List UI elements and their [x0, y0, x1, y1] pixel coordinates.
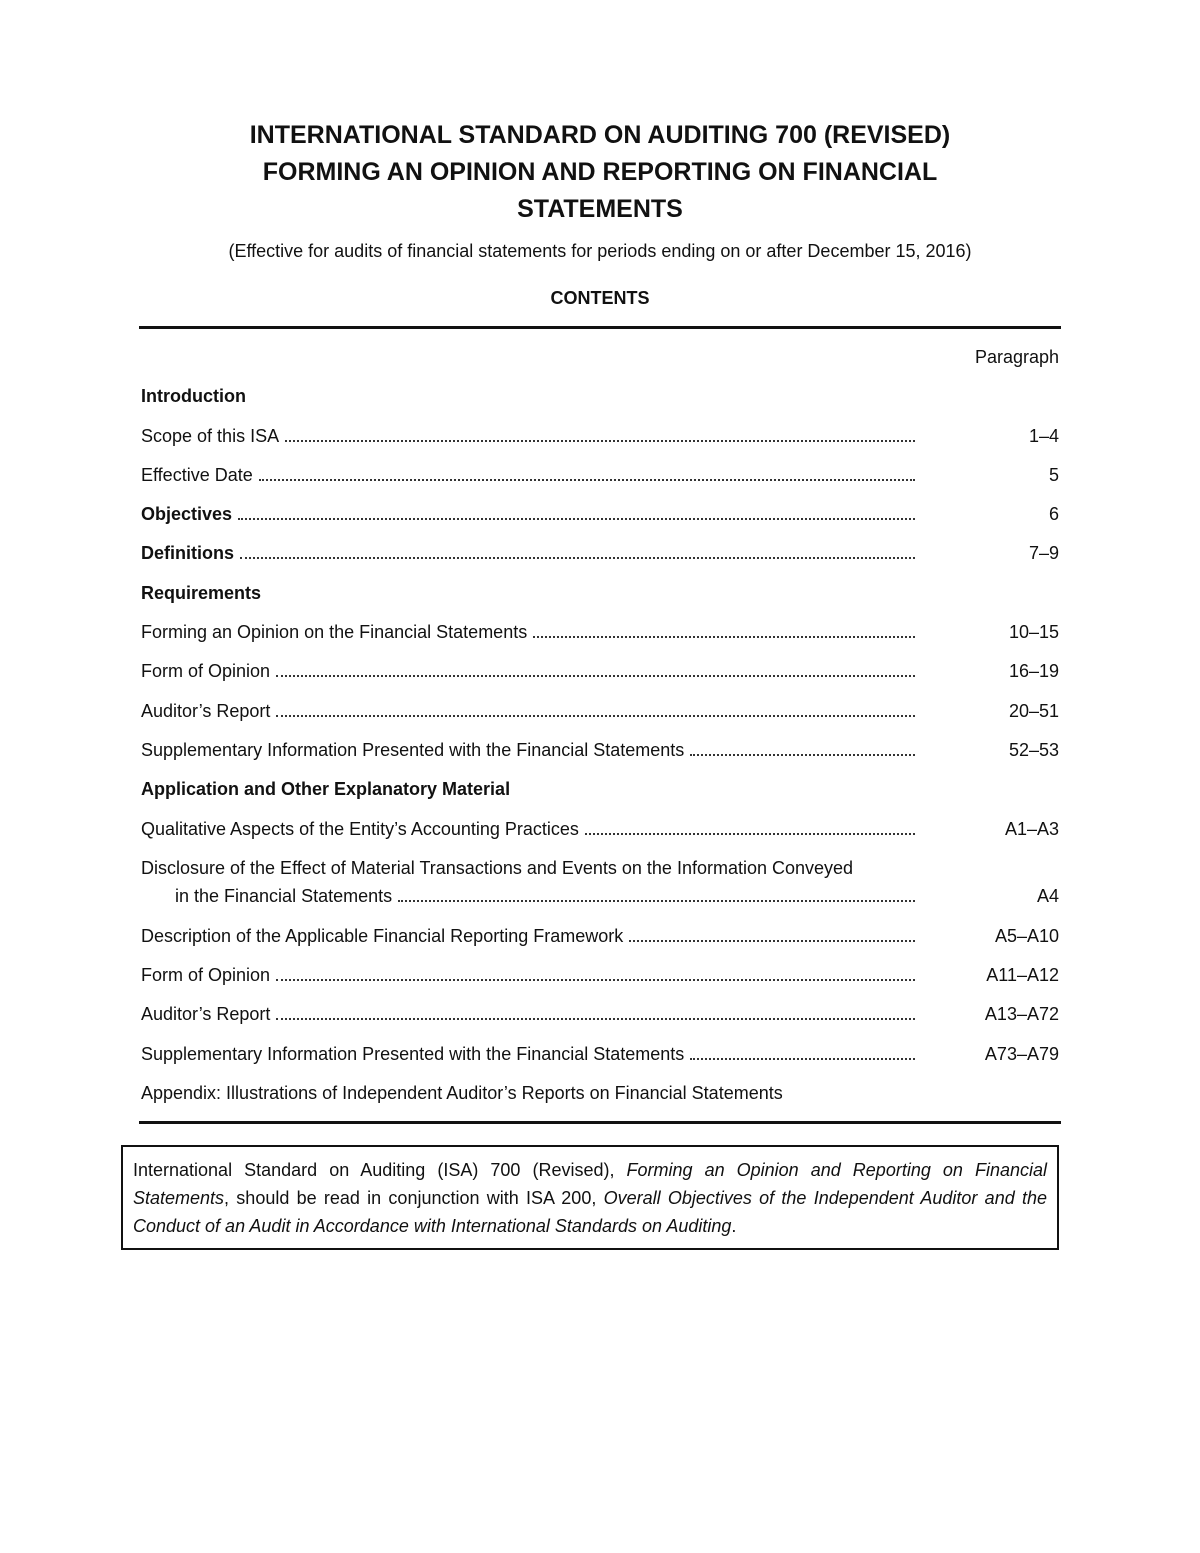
toc-entry-label: Supplementary Information Presented with the Financial Statements [141, 739, 685, 760]
dot-leader [585, 833, 915, 835]
toc-entry-label: Definitions [141, 543, 234, 564]
effective-date-note: (Effective for audits of financial statements for periods ending on or after December 15, 2016) [228, 241, 972, 261]
toc-section-requirements: Requirements [141, 582, 262, 603]
contents-heading: CONTENTS [550, 288, 650, 308]
dot-leader [276, 715, 915, 717]
document-title [0, 117, 1200, 228]
dot-leader [276, 1018, 915, 1020]
title-line-2: FORMING AN OPINION AND REPORTING ON FINANCIAL [262, 158, 938, 186]
toc-entry-paragraph: 16–19 [1008, 661, 1059, 682]
toc-entry-qualitative[interactable] [141, 817, 1059, 856]
toc-entry-supplementary[interactable] [141, 738, 1059, 777]
toc-entry-label: Form of Opinion [141, 965, 271, 986]
toc-entry-label: Form of Opinion [141, 661, 271, 682]
toc-entry-label-line-1: Disclosure of the Effect of Material Transactions and Events on the Information Conveyed [141, 857, 854, 878]
notice-title-isa-700: Forming an Opinion and Reporting on Financial Statements [133, 1160, 1047, 1208]
notice-text-3: . [731, 1216, 737, 1236]
toc-entry-effective-date[interactable] [141, 463, 1059, 502]
toc-entry-paragraph: 10–15 [1008, 622, 1059, 643]
toc-entry-paragraph: A73–A79 [984, 1043, 1059, 1064]
notice-text-2: , should be read in conjunction with ISA 200, [224, 1188, 604, 1208]
toc-entry-supplementary-application[interactable] [141, 1042, 1059, 1081]
toc-entry-label: Scope of this ISA [141, 425, 280, 446]
toc-entry-paragraph: A5–A10 [994, 925, 1059, 946]
toc-section-application: Application and Other Explanatory Material [141, 779, 511, 800]
toc-entry-paragraph: 6 [1048, 504, 1059, 525]
dot-leader [240, 557, 915, 559]
toc-entry-paragraph: 1–4 [1028, 425, 1059, 446]
toc-entry-paragraph: A11–A12 [986, 965, 1059, 986]
toc-entry-auditors-report-application[interactable] [141, 1002, 1059, 1041]
toc-entry-label: Objectives [141, 504, 233, 525]
toc-entry-form-of-opinion[interactable] [141, 659, 1059, 698]
dot-leader [398, 900, 915, 902]
toc-entry-label: Supplementary Information Presented with the Financial Statements [141, 1043, 685, 1064]
toc-paragraph-header-row [141, 345, 1059, 384]
title-line-3: STATEMENTS [517, 195, 683, 223]
bottom-divider [139, 1121, 1061, 1124]
toc-entry-label: Auditor’s Report [141, 700, 271, 721]
toc-entry-objectives[interactable] [141, 502, 1059, 541]
toc-entry-form-of-opinion-application[interactable] [141, 963, 1059, 1002]
paragraph-column-header: Paragraph [974, 347, 1059, 367]
toc-entry-label: Forming an Opinion on the Financial Statements [141, 622, 528, 643]
dot-leader [629, 940, 915, 942]
toc-entry-label: Qualitative Aspects of the Entity’s Accounting Practices [141, 818, 579, 839]
read-in-conjunction-notice [121, 1145, 1059, 1250]
dot-leader [259, 479, 915, 481]
dot-leader [690, 754, 915, 756]
toc-entry-forming-opinion[interactable] [141, 620, 1059, 659]
dot-leader [276, 979, 915, 981]
toc-entry-label-line-2: in the Financial Statements [175, 885, 393, 906]
dot-leader [690, 1058, 915, 1060]
toc-entry-label: Effective Date [141, 464, 253, 485]
table-of-contents [141, 345, 1059, 1120]
dot-leader [238, 518, 915, 520]
toc-entry-paragraph: 52–53 [1008, 739, 1059, 760]
toc-entry-description[interactable] [141, 924, 1059, 963]
dot-leader [533, 636, 915, 638]
toc-entry-disclosure[interactable] [141, 856, 1059, 924]
toc-entry-paragraph: A13–A72 [984, 1004, 1059, 1025]
title-line-1: INTERNATIONAL STANDARD ON AUDITING 700 (REVISED) [249, 121, 951, 149]
toc-entry-label: Auditor’s Report [141, 1004, 271, 1025]
toc-section-introduction: Introduction [141, 386, 246, 407]
toc-entry-label: Description of the Applicable Financial Reporting Framework [141, 925, 624, 946]
toc-entry-paragraph: 7–9 [1028, 543, 1059, 564]
toc-entry-paragraph: A4 [1036, 885, 1059, 906]
toc-entry-scope[interactable] [141, 424, 1059, 463]
notice-text-1: International Standard on Auditing (ISA) 700 (Revised), [133, 1160, 627, 1180]
notice-title-isa-200: Overall Objectives of the Independent Auditor and the Conduct of an Audit in Accordance with International Standards on Auditing [133, 1188, 1047, 1236]
toc-entry-auditors-report[interactable] [141, 699, 1059, 738]
dot-leader [285, 440, 915, 442]
toc-entry-paragraph: 5 [1048, 464, 1059, 485]
dot-leader [276, 675, 915, 677]
toc-entry-definitions[interactable] [141, 541, 1059, 580]
top-divider [139, 326, 1061, 329]
toc-entry-paragraph: 20–51 [1008, 700, 1059, 721]
toc-entry-paragraph: A1–A3 [1004, 818, 1059, 839]
toc-entry-appendix[interactable]: Appendix: Illustrations of Independent Auditor’s Reports on Financial Statements [141, 1083, 783, 1104]
